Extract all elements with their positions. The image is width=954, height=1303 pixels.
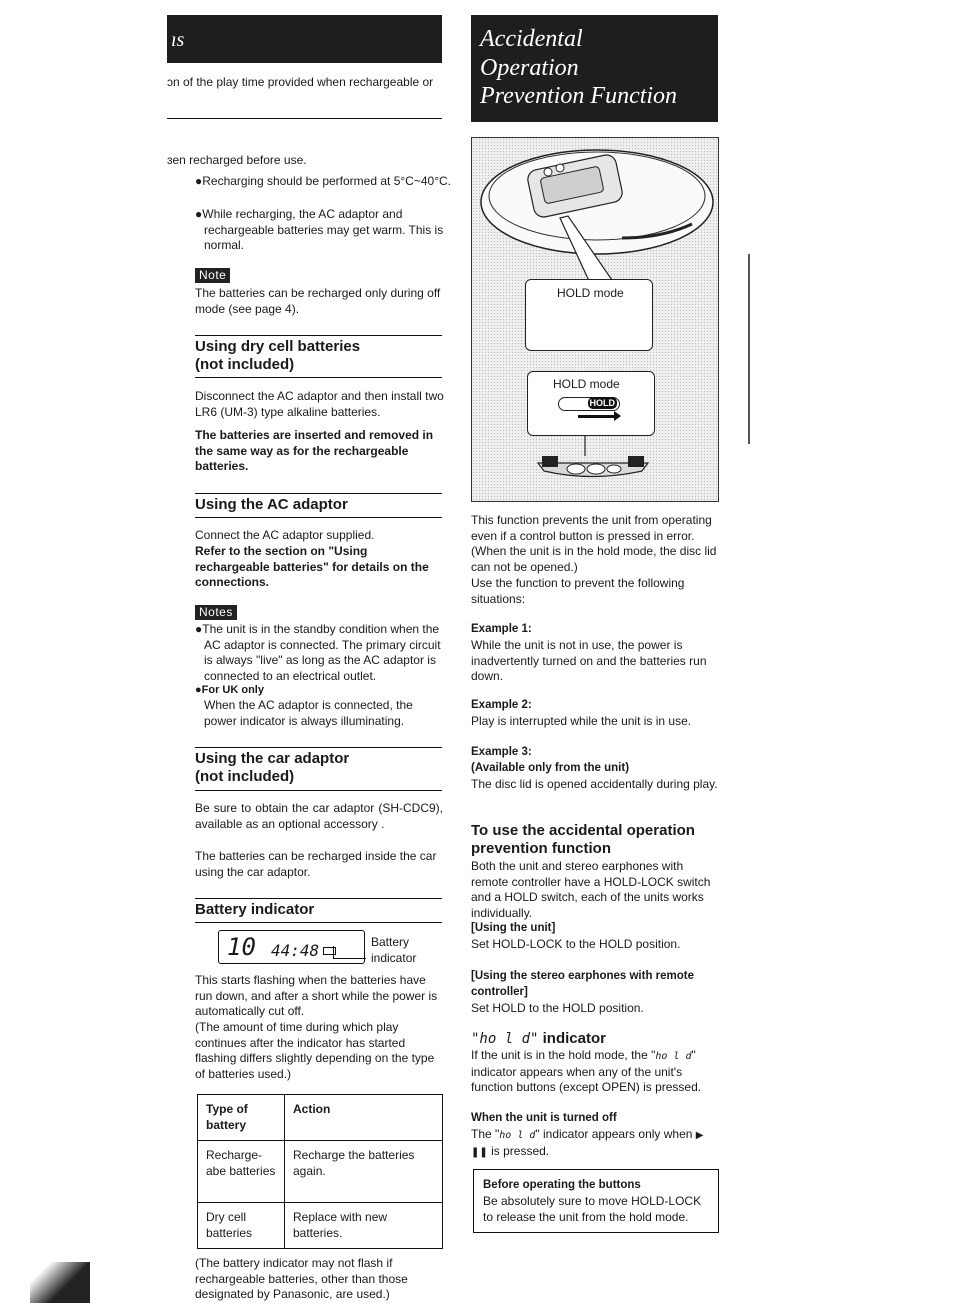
hold-heading-word: indicator [542, 1030, 606, 1047]
arrow-right-head [614, 411, 621, 421]
car-adaptor-text-1: Be sure to obtain the car adaptor (SH-CDC9), available as an optional accessory . [195, 801, 443, 831]
table-header-action: Action [285, 1095, 443, 1141]
play-pause-icon: ▶ ❚❚ [471, 1130, 704, 1158]
intro-text-2: Use the function to prevent the following situations: [471, 576, 685, 606]
example-2-text: Play is interrupted while the unit is in use. [471, 714, 692, 728]
arrow-right-icon [578, 415, 616, 418]
example-3-sub: (Available only from the unit) [471, 762, 630, 774]
ac-adaptor-bold-text: Refer to the section on "Using rechargeable batteries" for details on the connections. [195, 544, 429, 589]
hold-text-part1: If the unit is in the hold mode, the " [471, 1048, 656, 1062]
dry-cell-heading-line1: Using dry cell batteries [195, 338, 361, 355]
car-adaptor-heading [195, 750, 442, 786]
hold-indicator-text [471, 1048, 719, 1096]
using-unit-label: [Using the unit] [471, 922, 556, 934]
lcd-track-number: 10 [227, 933, 256, 961]
using-earphones-label: [Using the stereo earphones with remote controller] [471, 970, 695, 998]
battery-indicator-label [371, 935, 441, 966]
before-operating-title: Before operating the buttons [483, 1179, 641, 1191]
callout-remote-label: HOLD mode [553, 377, 620, 391]
hold-mode-illustration [471, 137, 719, 502]
intro-text-1: This function prevents the unit from operating even if a control button is pressed in error. (When the unit is in the hold mode, the disc lid can not be opened.) [471, 513, 717, 574]
hold-mode-callout-unit [525, 279, 653, 351]
divider [195, 790, 442, 791]
example-1-label: Example 1: [471, 623, 532, 635]
battery-indicator-heading: Battery indicator [195, 901, 315, 918]
divider [195, 898, 442, 899]
turned-off-part1: The " [471, 1127, 500, 1141]
title-line-3: Prevention Function [480, 83, 678, 109]
using-unit-text: Set HOLD-LOCK to the HOLD position. [471, 937, 681, 951]
battery-action-table [197, 1094, 443, 1249]
battery-indicator-text-1: This starts flashing when the batteries have run down, and after a short while the power is automatically cut off. [195, 973, 438, 1018]
battery-label-line2: indicator [371, 950, 417, 965]
before-operating-box [473, 1169, 719, 1233]
use-function-heading [471, 822, 731, 858]
before-operating-text: Be absolutely sure to move HOLD-LOCK to release the unit from the hold mode. [483, 1194, 702, 1224]
use-heading-line1: To use the accidental operation [471, 822, 695, 839]
divider [195, 747, 442, 748]
table-cell-action: Replace with new batteries. [285, 1203, 443, 1249]
title-line-2: Operation [480, 54, 579, 81]
scan-edge-line [748, 254, 750, 444]
note-text: The batteries can be recharged only during off mode (see page 4). [195, 286, 441, 316]
callout-unit-label: HOLD mode [557, 286, 624, 300]
table-row [198, 1141, 443, 1203]
example-3-text: The disc lid is opened accidentally during play. [471, 777, 718, 791]
car-adaptor-text-2: The batteries can be recharged inside the car using the car adaptor. [195, 849, 437, 879]
table-header-row [198, 1095, 443, 1141]
turned-off-part3: is pressed. [491, 1143, 550, 1158]
battery-label-line1: Battery [371, 935, 410, 949]
recharge-bullet-1: ●Recharging should be performed at 5°C~40°C. [195, 174, 451, 188]
left-header-banner [167, 15, 442, 63]
divider [167, 118, 442, 119]
divider [195, 517, 442, 518]
hold-heading-glyph: "ho l d" [471, 1031, 539, 1047]
dry-cell-heading [195, 338, 442, 374]
scan-edge-mark [30, 1262, 90, 1303]
battery-footer-text: (The battery indicator may not flash if rechargeable batteries, other than those designated by Panasonic, are used.) [195, 1256, 408, 1301]
hold-switch-label: HOLD [589, 398, 615, 408]
divider [195, 493, 442, 494]
hold-indicator-heading [471, 1030, 719, 1048]
right-title-banner [471, 15, 718, 122]
table-header-type: Type of battery [198, 1095, 285, 1141]
left-header-fragment: ıs [171, 29, 185, 51]
hold-switch-icon [558, 397, 620, 411]
hold-text-glyph: ho l d [655, 1051, 692, 1062]
car-adaptor-heading-line2: (not included) [195, 768, 295, 785]
ac-adaptor-heading: Using the AC adaptor [195, 496, 348, 513]
title-line-1: Accidental [480, 26, 583, 52]
divider [195, 922, 442, 923]
table-cell-type: Dry cell batteries [198, 1203, 285, 1249]
notes-bullet-1: ●The unit is in the standby condition when the AC adaptor is connected. The primary circuit is always "live" as long as the AC adaptor is connected to an electrical outlet. [195, 622, 441, 683]
dry-cell-bold-text: The batteries are inserted and removed in the same way as for the rechargeable batteries. [195, 428, 434, 473]
table-row [198, 1203, 443, 1249]
turned-off-label: When the unit is turned off [471, 1112, 617, 1124]
turned-off-text [471, 1127, 721, 1160]
example-1-text: While the unit is not in use, the power is inadvertently turned on and the batteries run down. [471, 638, 707, 683]
dry-cell-text: Disconnect the AC adaptor and then install two LR6 (UM-3) type alkaline batteries. [195, 389, 444, 419]
use-heading-line2: prevention function [471, 840, 611, 857]
car-adaptor-heading-line1: Using the car adaptor [195, 750, 350, 767]
battery-indicator-text-2: (The amount of time during which play continues after the indicator has started flashing differs slightly depending on the type of batteries used.) [195, 1020, 435, 1081]
recharge-fragment: ɜen recharged before use. [167, 153, 307, 167]
hold-text-part2: " indicator appears when any of the unit's function buttons (except OPEN) is pressed. [471, 1048, 702, 1094]
use-function-text: Both the unit and stereo earphones with remote controller have a HOLD-LOCK switch and a HOLD switch, each of the units works individually. [471, 859, 711, 920]
left-intro-fragment: ɔn of the play time provided when rechargeable or [167, 75, 434, 89]
notes-badge: Notes [195, 605, 237, 620]
note-badge: Note [195, 268, 230, 283]
notes-uk-label: ●For UK only [195, 684, 264, 696]
recharge-bullet-2: ●While recharging, the AC adaptor and rechargeable batteries may get warm. This is normal. [195, 207, 444, 252]
ac-adaptor-text: Connect the AC adaptor supplied. [195, 528, 375, 542]
turned-off-glyph: ho l d [499, 1130, 536, 1141]
example-2-label: Example 2: [471, 699, 532, 711]
table-cell-type: Recharge-abe batteries [198, 1141, 285, 1203]
divider [195, 377, 442, 378]
turned-off-part2: " indicator appears only when [535, 1127, 693, 1141]
divider [195, 335, 442, 336]
hold-mode-callout-remote [527, 371, 655, 436]
lcd-time: 44:48 [271, 941, 320, 960]
using-earphones-text: Set HOLD to the HOLD position. [471, 1001, 644, 1015]
table-cell-action: Recharge the batteries again. [285, 1141, 443, 1203]
example-3-label: Example 3: [471, 746, 532, 758]
notes-uk-text: When the AC adaptor is connected, the power indicator is always illuminating. [204, 698, 413, 728]
battery-indicator-leader [333, 946, 366, 959]
dry-cell-heading-line2: (not included) [195, 356, 295, 373]
